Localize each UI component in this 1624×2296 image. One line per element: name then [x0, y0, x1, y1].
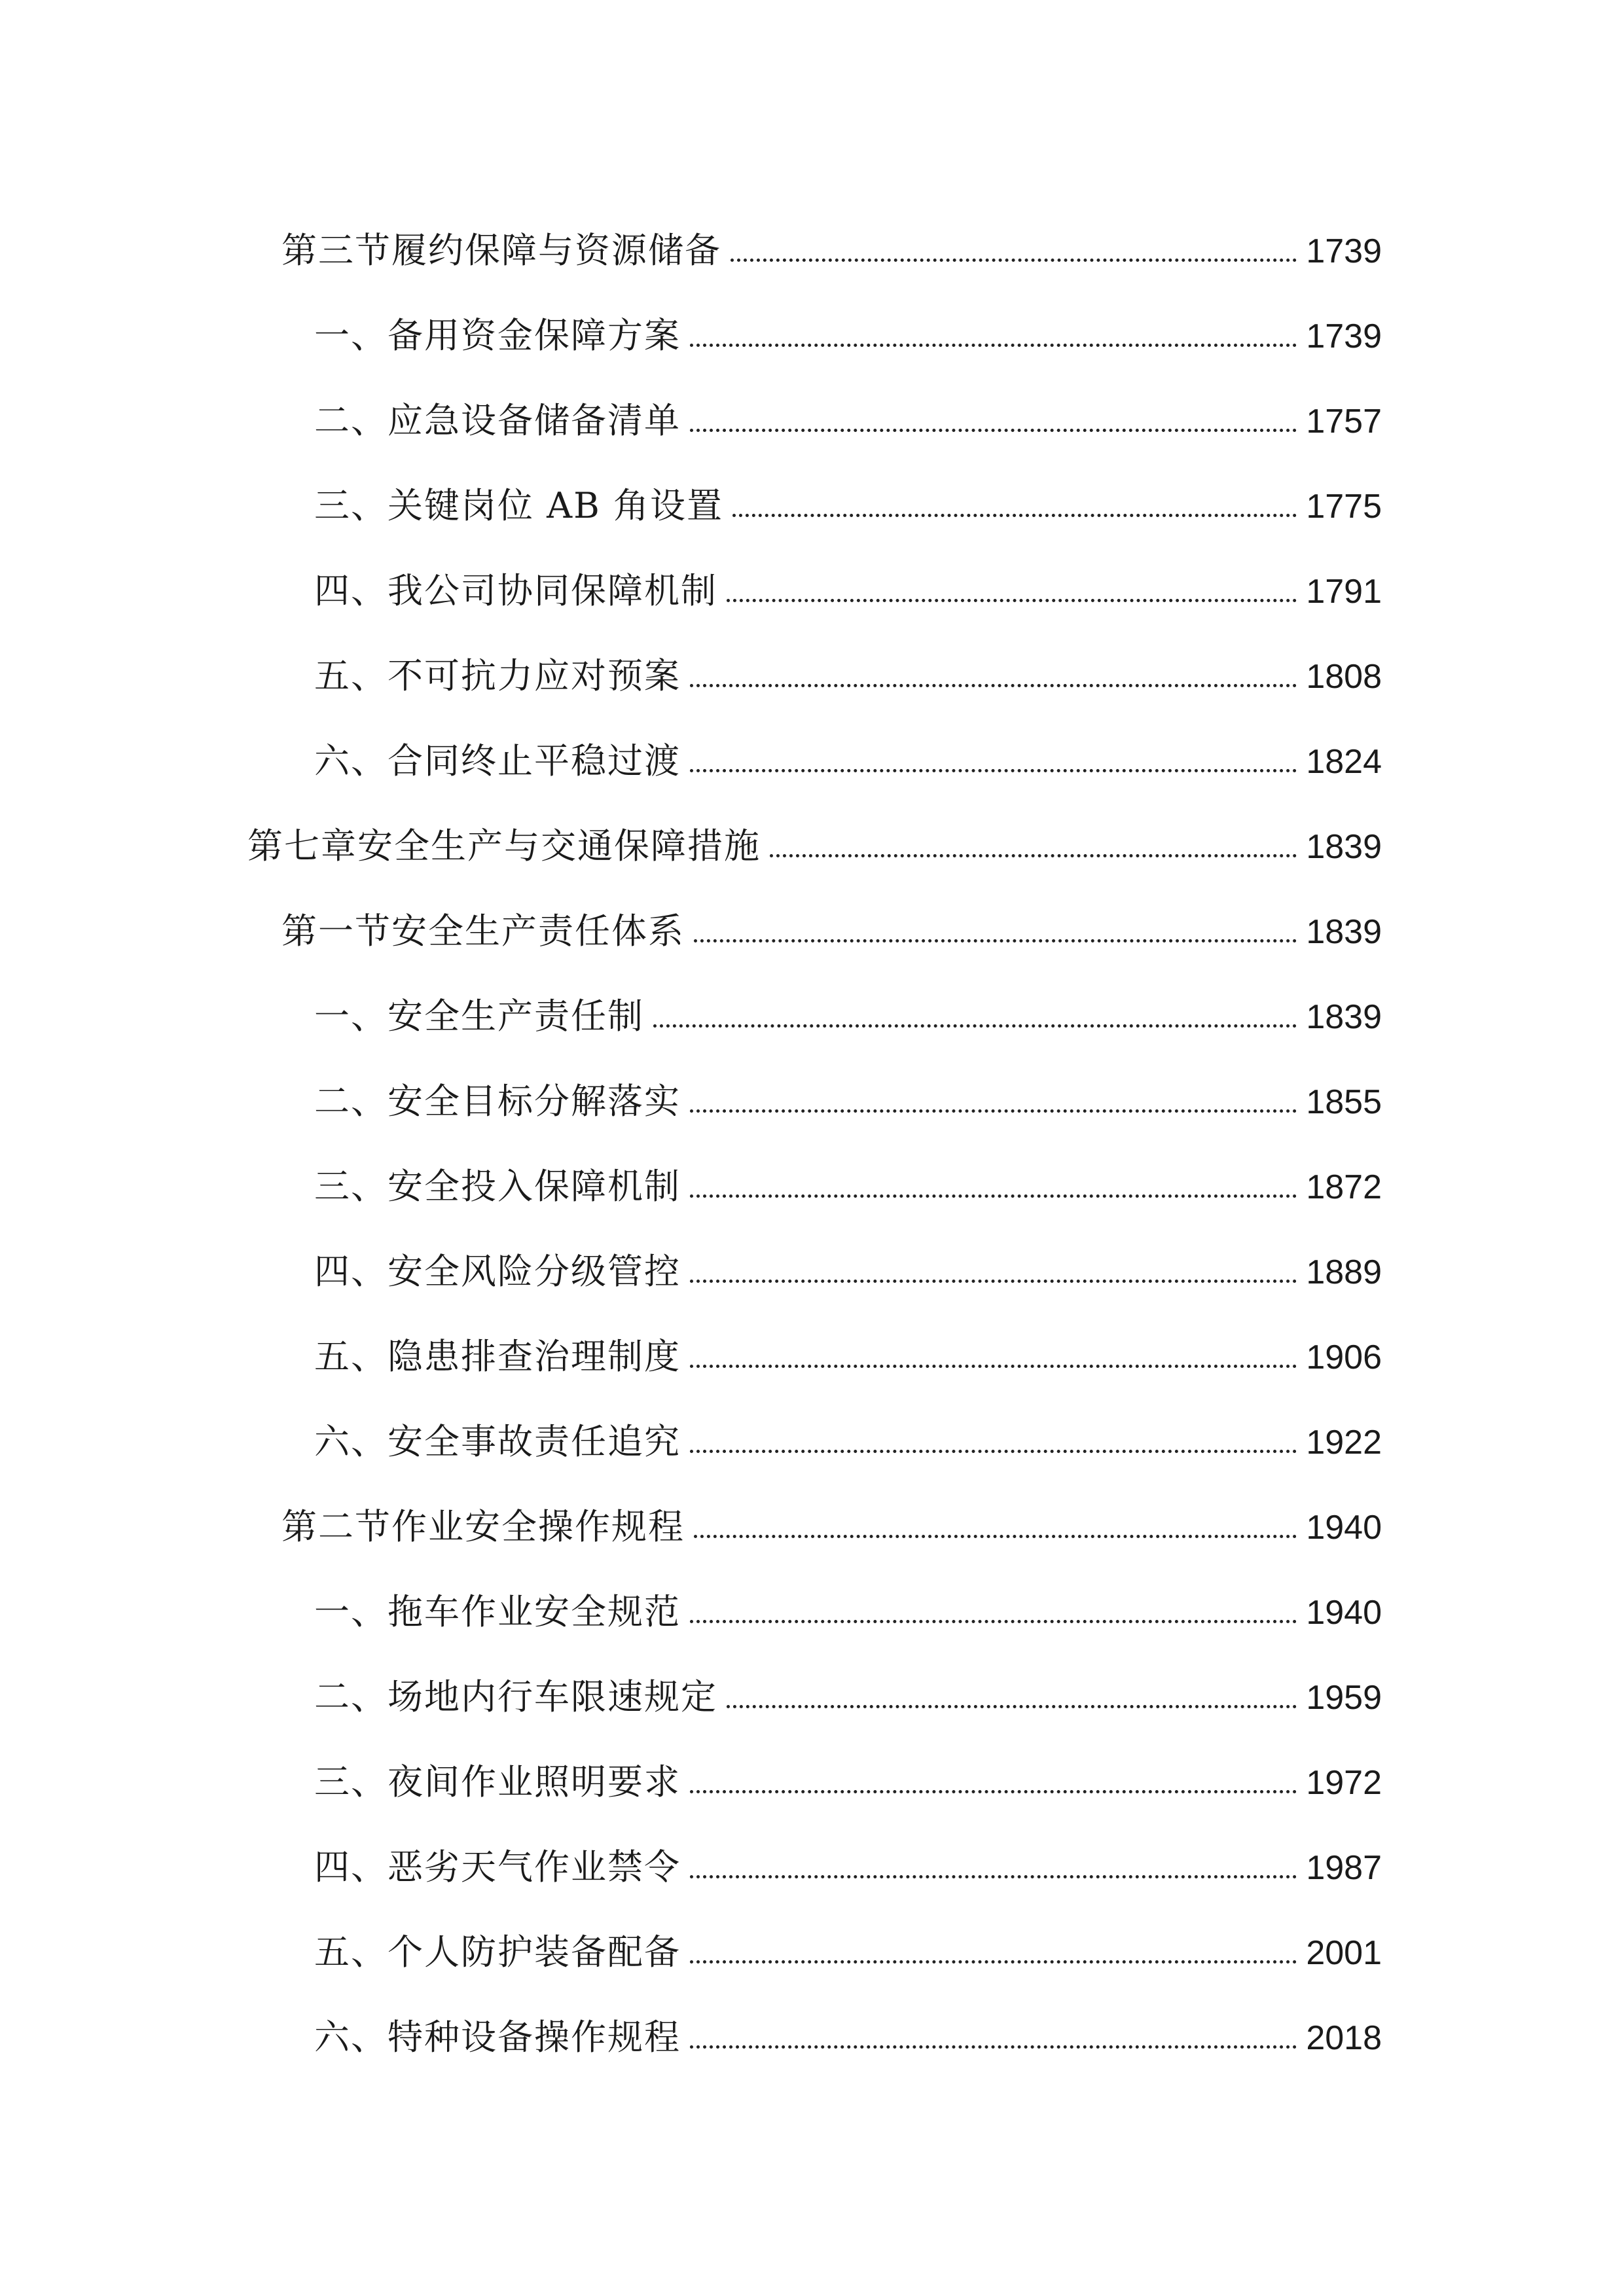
- toc-entry-item[interactable]: [0, 281, 1624, 356]
- toc-entry-page: 1906: [1306, 1338, 1382, 1376]
- toc-entry-item[interactable]: [0, 1728, 1624, 1803]
- toc-entry-item[interactable]: [0, 1132, 1624, 1207]
- toc-entry-title: 五、隐患排查治理制度: [314, 1336, 681, 1377]
- toc-entry-page: 1775: [1306, 488, 1382, 526]
- dot-leader: [690, 769, 1297, 772]
- toc-entry-title: 一、拖车作业安全规范: [314, 1591, 681, 1632]
- dot-leader: [694, 1535, 1297, 1538]
- toc-entry-page: 1872: [1306, 1168, 1382, 1206]
- toc-entry-page: 1808: [1306, 658, 1382, 696]
- toc-entry-title: 第一节安全生产责任体系: [281, 910, 685, 952]
- dot-leader: [690, 1875, 1297, 1878]
- toc-entry-item[interactable]: [0, 1558, 1624, 1630]
- dot-leader: [690, 684, 1297, 687]
- dot-leader: [690, 2045, 1297, 2049]
- toc-entry-page: 1839: [1306, 998, 1382, 1036]
- toc-entry-item[interactable]: [0, 1898, 1624, 1973]
- toc-entry-item[interactable]: [0, 1302, 1624, 1377]
- toc-entry-page: 1940: [1306, 1594, 1382, 1632]
- toc-entry-title: 三、安全投入保障机制: [314, 1166, 681, 1207]
- toc-entry-title: 二、应急设备储备清单: [314, 400, 681, 441]
- toc-entry-section[interactable]: [0, 196, 1624, 271]
- toc-entry-item[interactable]: [0, 1643, 1624, 1715]
- toc-entry-item[interactable]: [0, 1388, 1624, 1460]
- dot-leader: [690, 1280, 1297, 1283]
- toc-entry-title: 五、个人防护装备配备: [314, 1931, 681, 1973]
- toc-entry-chapter[interactable]: [0, 792, 1624, 867]
- dot-leader: [653, 1024, 1297, 1028]
- toc-entry-item[interactable]: [0, 1983, 1624, 2058]
- toc-entry-title: 一、备用资金保障方案: [314, 315, 681, 356]
- toc-entry-page: 1739: [1306, 232, 1382, 270]
- toc-entry-page: 2018: [1306, 2019, 1382, 2057]
- toc-entry-title: 第七章安全生产与交通保障措施: [247, 825, 761, 867]
- toc-entry-item[interactable]: [0, 707, 1624, 779]
- toc-entry-page: 1987: [1306, 1849, 1382, 1887]
- toc-entry-title: 三、夜间作业照明要求: [314, 1761, 681, 1803]
- toc-entry-page: 1824: [1306, 743, 1382, 781]
- toc-entry-item[interactable]: [0, 1217, 1624, 1292]
- toc-entry-title: 四、恶劣天气作业禁令: [314, 1846, 681, 1888]
- dot-leader: [690, 1365, 1297, 1368]
- dot-leader: [731, 259, 1297, 262]
- dot-leader: [732, 514, 1297, 517]
- dot-leader: [727, 599, 1297, 602]
- toc-entry-page: 1889: [1306, 1253, 1382, 1291]
- toc-entry-item[interactable]: [0, 622, 1624, 694]
- toc-entry-item[interactable]: [0, 367, 1624, 439]
- dot-leader: [770, 854, 1297, 857]
- toc-entry-item[interactable]: [0, 962, 1624, 1037]
- toc-entry-title: 四、安全风险分级管控: [314, 1251, 681, 1292]
- toc-entry-title: 四、我公司协同保障机制: [314, 570, 717, 611]
- toc-entry-section[interactable]: [0, 1473, 1624, 1545]
- toc-entry-title: 第二节作业安全操作规程: [281, 1506, 685, 1547]
- dot-leader: [690, 1620, 1297, 1623]
- toc-entry-page: 1839: [1306, 828, 1382, 866]
- dot-leader: [694, 939, 1297, 942]
- dot-leader: [690, 1109, 1297, 1113]
- toc-entry-item[interactable]: [0, 1047, 1624, 1122]
- toc-entry-title: 六、安全事故责任追究: [314, 1421, 681, 1462]
- dot-leader: [727, 1705, 1297, 1708]
- toc-entry-title: 五、不可抗力应对预案: [314, 655, 681, 696]
- toc-entry-item[interactable]: [0, 1813, 1624, 1888]
- toc-entry-title: 一、安全生产责任制: [314, 996, 644, 1037]
- toc-entry-item[interactable]: [0, 452, 1624, 524]
- toc-entry-title: 二、安全目标分解落实: [314, 1081, 681, 1122]
- toc-entry-page: 1855: [1306, 1083, 1382, 1121]
- toc-entry-title: 六、特种设备操作规程: [314, 2017, 681, 2058]
- dot-leader: [690, 344, 1297, 347]
- toc-entry-section[interactable]: [0, 877, 1624, 952]
- dot-leader: [690, 429, 1297, 432]
- toc-entry-title: 二、场地内行车限速规定: [314, 1676, 717, 1717]
- toc-entry-page: 2001: [1306, 1934, 1382, 1972]
- toc-entry-item[interactable]: [0, 537, 1624, 609]
- toc-entry-page: 1972: [1306, 1764, 1382, 1802]
- toc-entry-page: 1757: [1306, 403, 1382, 440]
- dot-leader: [690, 1790, 1297, 1793]
- dot-leader: [690, 1194, 1297, 1198]
- toc-entry-page: 1791: [1306, 573, 1382, 611]
- toc-entry-page: 1940: [1306, 1509, 1382, 1547]
- toc-entry-title: 三、关键岗位 AB 角设置: [314, 485, 724, 526]
- toc-entry-title: 第三节履约保障与资源储备: [281, 230, 721, 271]
- toc-entry-page: 1959: [1306, 1679, 1382, 1717]
- toc-entry-page: 1922: [1306, 1424, 1382, 1462]
- toc-entry-title: 六、合同终止平稳过渡: [314, 740, 681, 781]
- dot-leader: [690, 1450, 1297, 1453]
- dot-leader: [690, 1960, 1297, 1964]
- toc-entry-page: 1839: [1306, 913, 1382, 951]
- toc-entry-page: 1739: [1306, 317, 1382, 355]
